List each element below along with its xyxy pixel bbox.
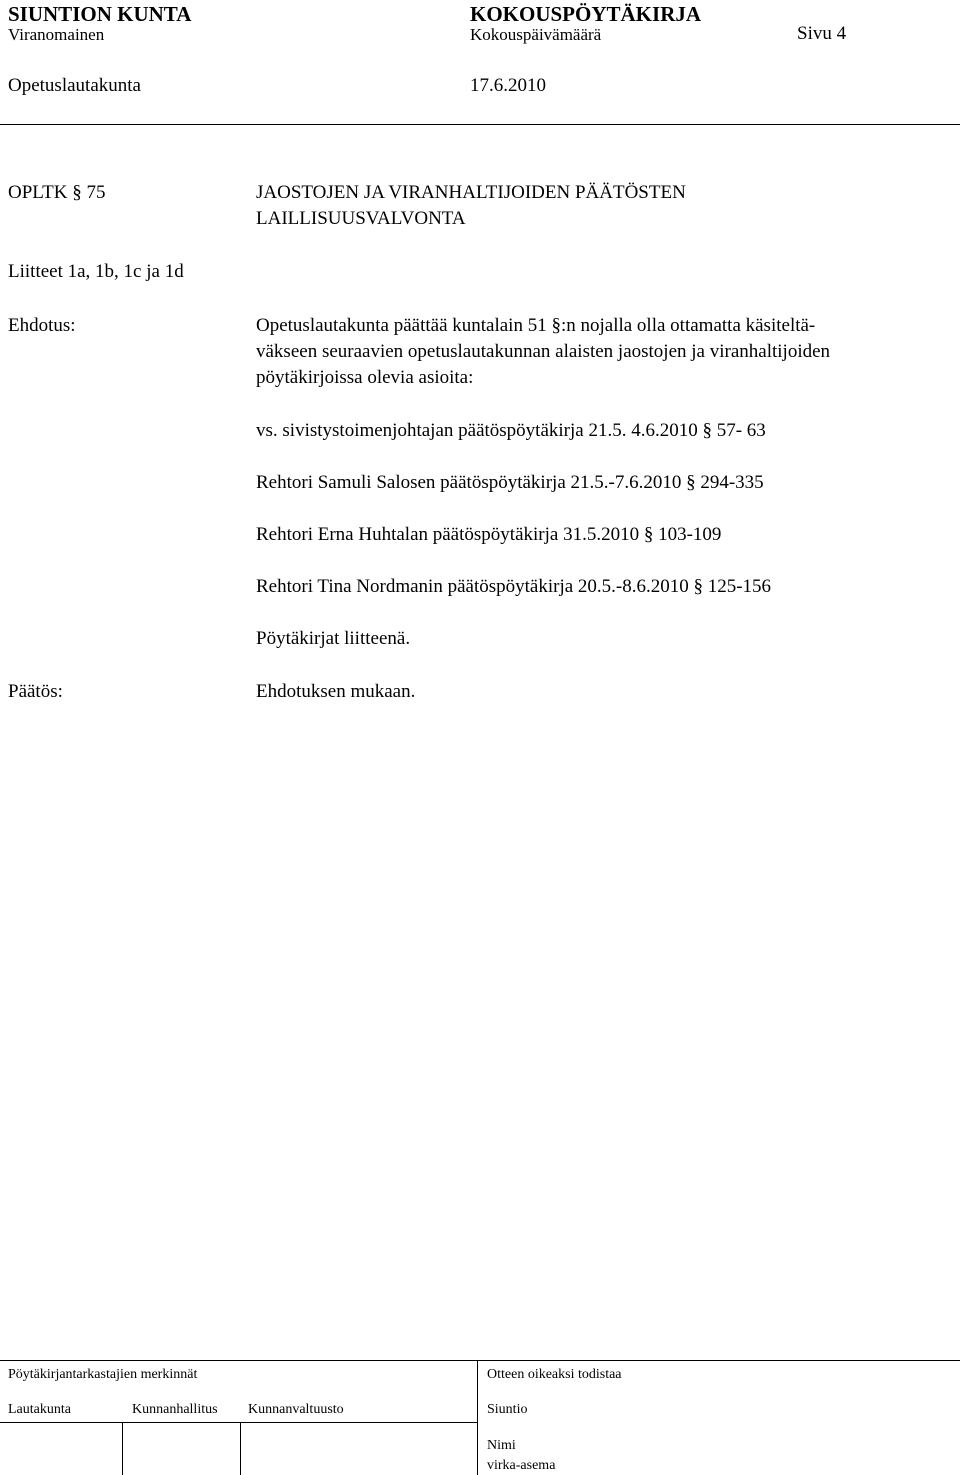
footer-cell-divider-1 (122, 1422, 123, 1475)
minutes-item: Rehtori Tina Nordmanin päätöspöytäkirja 20.5.-8.6.2010 § 125-156 (256, 576, 772, 597)
page-number: Sivu 4 (797, 23, 847, 44)
section-number: OPLTK § 75 (8, 182, 106, 203)
proposal-label: Ehdotus: (8, 315, 76, 336)
minutes-item: Rehtori Samuli Salosen päätöspöytäkirja 21.5.-7.6.2010 § 294-335 (256, 472, 764, 493)
footer-name-label: Nimi (487, 1438, 516, 1453)
footer-center-divider (477, 1360, 478, 1475)
authority-label: Viranomainen (8, 25, 105, 44)
attachments-note: Pöytäkirjat liitteenä. (256, 628, 411, 649)
checkers-label: Pöytäkirjantarkastajien merkinnät (8, 1367, 198, 1382)
minutes-item: vs. sivistystoimenjohtajan päätöspöytäkirja 21.5. 4.6.2010 § 57- 63 (256, 420, 766, 441)
section-title-line1: JAOSTOJEN JA VIRANHALTIJOIDEN PÄÄTÖSTEN (256, 182, 686, 203)
decision-label: Päätös: (8, 681, 63, 702)
footer-row-divider (0, 1422, 477, 1423)
footer-top-border (0, 1360, 960, 1361)
certified-label: Otteen oikeaksi todistaa (487, 1367, 622, 1382)
footer-col-kunnanvaltuusto: Kunnanvaltuusto (248, 1402, 344, 1417)
footer-col-lautakunta: Lautakunta (8, 1402, 71, 1417)
header-divider (0, 124, 960, 125)
footer-place: Siuntio (487, 1402, 528, 1417)
minutes-item: Rehtori Erna Huhtalan päätöspöytäkirja 31.5.2010 § 103-109 (256, 524, 722, 545)
proposal-text-line2: väkseen seuraavien opetuslautakunnan alaisten jaostojen ja viranhaltijoiden (256, 341, 831, 362)
meeting-date: 17.6.2010 (470, 75, 546, 96)
authority-name: Opetuslautakunta (8, 75, 141, 96)
proposal-text-line1: Opetuslautakunta päättää kuntalain 51 §:n nojalla olla ottamatta käsiteltä- (256, 315, 816, 336)
proposal-text-line3: pöytäkirjoissa olevia asioita: (256, 367, 474, 388)
section-title-line2: LAILLISUUSVALVONTA (256, 208, 466, 229)
document-type: KOKOUSPÖYTÄKIRJA (470, 2, 702, 26)
date-label: Kokouspäivämäärä (470, 25, 602, 44)
footer-cell-divider-2 (240, 1422, 241, 1475)
attachments-list: Liitteet 1a, 1b, 1c ja 1d (8, 261, 184, 282)
footer-position-label: virka-asema (487, 1458, 556, 1473)
decision-text: Ehdotuksen mukaan. (256, 681, 416, 702)
footer-col-kunnanhallitus: Kunnanhallitus (132, 1402, 218, 1417)
org-name: SIUNTION KUNTA (8, 2, 192, 26)
